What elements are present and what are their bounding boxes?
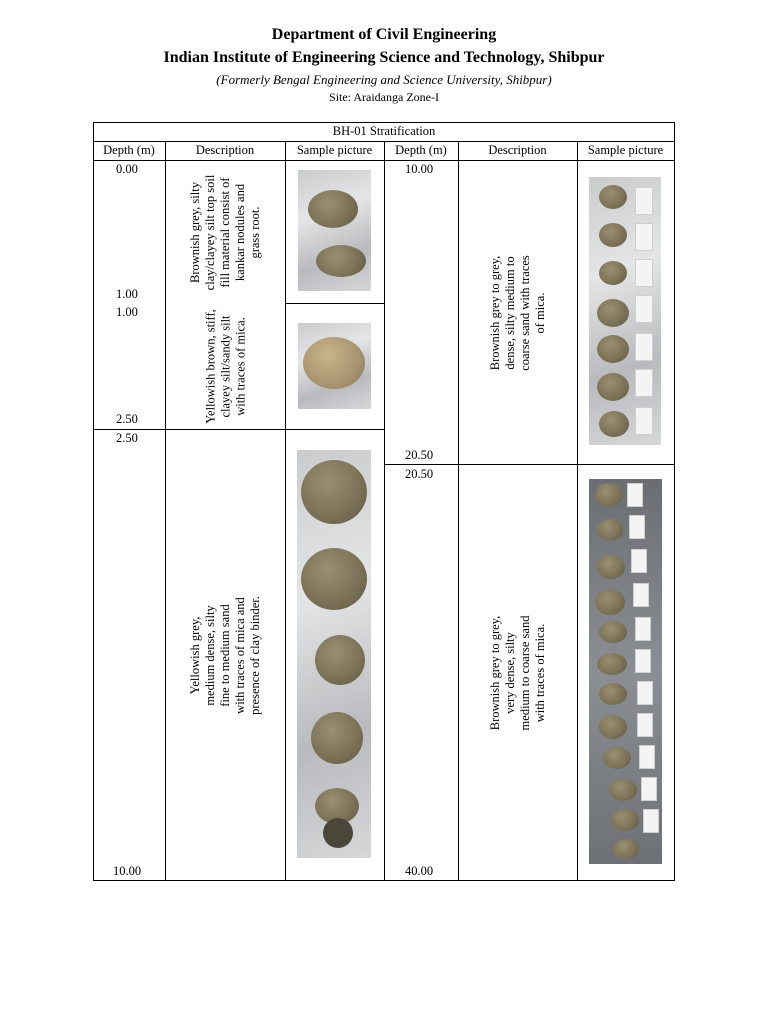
layer-description: Brownish grey to grey, very dense, silty medium to coarse sand with traces of mica. [488, 615, 547, 730]
depth-bottom: 20.50 [405, 448, 434, 462]
layer-description: Brownish grey to grey, dense, silty medium to coarse sand with traces of mica. [488, 254, 547, 371]
layer-description: Yellowish grey, medium dense, silty fine to medium sand with traces of mica and presence of clay binder. [188, 595, 262, 715]
depth-bottom: 10.00 [113, 864, 142, 878]
depth-bottom: 40.00 [405, 864, 434, 878]
col-header-description-right: Description [488, 143, 547, 157]
col-header-depth-left: Depth (m) [103, 143, 155, 157]
depth-top: 20.50 [405, 467, 434, 481]
department-heading: Department of Civil Engineering [271, 26, 497, 43]
formerly-note: (Formerly Bengal Engineering and Science University, Shibpur) [216, 72, 552, 87]
col-header-depth-right: Depth (m) [395, 143, 447, 157]
institute-heading: Indian Institute of Engineering Science and Technology, Shibpur [163, 49, 605, 66]
col-header-sample-left: Sample picture [296, 143, 373, 157]
depth-top: 0.00 [116, 162, 138, 176]
site-label: Site: Araidanga Zone-I [329, 90, 439, 104]
sample-photo [298, 170, 371, 291]
depth-top: 10.00 [405, 162, 434, 176]
depth-bottom: 1.00 [116, 287, 138, 301]
sample-photo [589, 177, 661, 445]
sample-photo [589, 479, 662, 864]
col-header-sample-right: Sample picture [587, 143, 664, 157]
depth-bottom: 2.50 [116, 412, 138, 426]
layer-description: Yellowish brown, stiff, clayey silt/sandy silt with traces of mica. [203, 309, 247, 424]
col-header-description-left: Description [195, 143, 255, 157]
sample-photo [298, 323, 371, 409]
depth-top: 2.50 [116, 431, 138, 445]
table-title: BH-01 Stratification [332, 124, 436, 138]
layer-description: Brownish grey, silty clay/clayey silt top soil fill material consist of kankar nodules and grass root. [188, 174, 262, 290]
sample-photo [297, 450, 371, 858]
depth-top: 1.00 [116, 305, 138, 319]
